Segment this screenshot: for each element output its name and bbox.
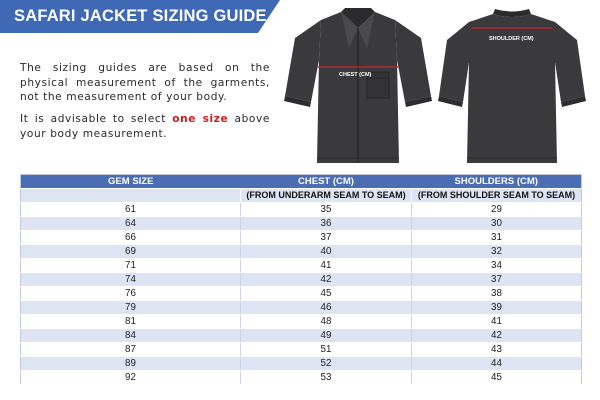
table-row [21, 287, 582, 301]
table-row [21, 371, 582, 385]
cell-gem-size: 89 [21, 357, 241, 371]
header-chest: CHEST (CM) [241, 175, 412, 189]
table-row [21, 273, 582, 287]
intro-paragraph-2-end: above your body measurement. [20, 113, 270, 140]
cell-gem-size: 69 [21, 245, 241, 259]
cell-shoulders: 31 [412, 231, 582, 245]
table-row [21, 301, 582, 315]
shirt-front-icon [283, 8, 433, 166]
header-gem-size: GEM SIZE [21, 175, 241, 189]
cell-shoulders: 39 [412, 301, 582, 315]
intro-paragraph-2-start: It is advisable to select [20, 113, 173, 125]
cell-gem-size: 64 [21, 217, 241, 231]
cell-shoulders: 37 [412, 273, 582, 287]
table-row [21, 203, 582, 217]
cell-shoulders: 29 [412, 203, 582, 217]
table-row [21, 259, 582, 273]
table-row [21, 343, 582, 357]
cell-shoulders: 32 [412, 245, 582, 259]
cell-shoulders: 45 [412, 371, 582, 385]
table-row [21, 217, 582, 231]
table-header-row [21, 175, 582, 189]
intro-paragraph-1: The sizing guides are based on the physical measurement of the garments, not the measurement of your body. [20, 62, 270, 103]
cell-chest: 40 [241, 245, 412, 259]
table-row [21, 245, 582, 259]
table-body [21, 203, 582, 385]
cell-gem-size: 84 [21, 329, 241, 343]
cell-chest: 53 [241, 371, 412, 385]
shirt-front-illustration [283, 8, 433, 171]
cell-gem-size: 87 [21, 343, 241, 357]
cell-chest: 49 [241, 329, 412, 343]
cell-shoulders: 30 [412, 217, 582, 231]
subheader-shoulders: (FROM SHOULDER SEAM TO SEAM) [412, 189, 582, 203]
cell-gem-size: 71 [21, 259, 241, 273]
cell-gem-size: 92 [21, 371, 241, 385]
shirt-back-icon [437, 8, 587, 166]
cell-chest: 52 [241, 357, 412, 371]
cell-gem-size: 61 [21, 203, 241, 217]
subheader-chest: (FROM UNDERARM SEAM TO SEAM) [241, 189, 412, 203]
cell-shoulders: 44 [412, 357, 582, 371]
header-shoulders: SHOULDERS (CM) [412, 175, 582, 189]
page-title: SAFARI JACKET SIZING GUIDE [14, 7, 267, 25]
cell-chest: 35 [241, 203, 412, 217]
cell-shoulders: 43 [412, 343, 582, 357]
table-row [21, 357, 582, 371]
cell-chest: 46 [241, 301, 412, 315]
cell-shoulders: 42 [412, 329, 582, 343]
intro-highlight: one size [172, 113, 229, 125]
table-row [21, 329, 582, 343]
cell-chest: 42 [241, 273, 412, 287]
cell-gem-size: 79 [21, 301, 241, 315]
cell-shoulders: 34 [412, 259, 582, 273]
cell-chest: 36 [241, 217, 412, 231]
table-row [21, 315, 582, 329]
shirt-back-illustration [437, 8, 587, 171]
size-table [20, 174, 582, 385]
shoulder-label: SHOULDER (CM) [489, 36, 534, 42]
cell-shoulders: 41 [412, 315, 582, 329]
cell-gem-size: 74 [21, 273, 241, 287]
cell-gem-size: 81 [21, 315, 241, 329]
cell-chest: 48 [241, 315, 412, 329]
cell-chest: 45 [241, 287, 412, 301]
table-subheader-row [21, 189, 582, 203]
cell-gem-size: 66 [21, 231, 241, 245]
cell-chest: 37 [241, 231, 412, 245]
table-row [21, 231, 582, 245]
cell-chest: 41 [241, 259, 412, 273]
chest-label: CHEST (CM) [339, 72, 372, 78]
title-banner [0, 0, 280, 33]
cell-shoulders: 38 [412, 287, 582, 301]
cell-gem-size: 76 [21, 287, 241, 301]
intro-paragraph-2 [20, 112, 270, 141]
subheader-gem-size [21, 189, 241, 203]
cell-chest: 51 [241, 343, 412, 357]
